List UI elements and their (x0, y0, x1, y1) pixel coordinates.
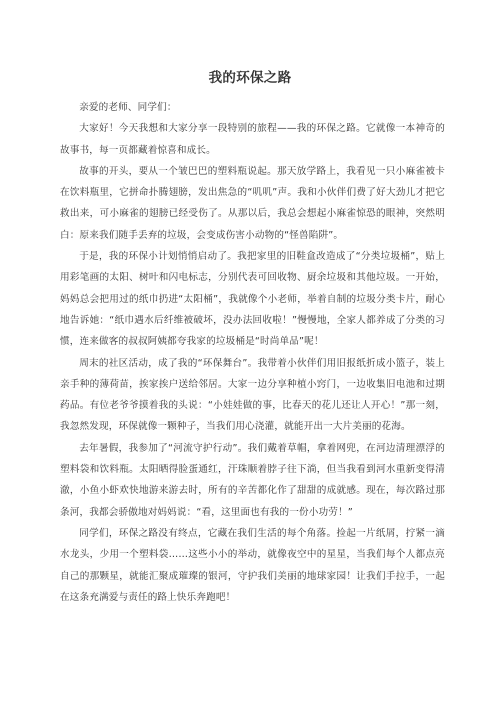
document-body (60, 97, 445, 608)
paragraph-story-start: 故事的开头，要从一个皱巴巴的塑料瓶说起。那天放学路上，我看见一只小麻雀被卡在饮料瓶里，它拼命扑腾翅膀，发出焦急的“叽叽”声。我和小伙伴们费了好大劲儿才把它救出来，可小麻雀的翅膀已经受伤了。从那以后，我总会想起小麻雀惊恐的眼神，突然明白：原来我们随手丢弃的垃圾，会变成伤害小动物的“怪兽陷阱”。 (60, 165, 445, 241)
page-title: 我的环保之路 (208, 70, 292, 86)
paragraph-river-guard: 去年暑假，我参加了“河流守护行动”。我们戴着草帽，拿着网兜，在河边清理漂浮的塑料袋和饮料瓶。太阳晒得脸蛋通红，汗珠顺着脖子往下淌，但当我看到河水重新变得清澈，小鱼小虾欢快地游来游去时，所有的辛苦都化作了甜甜的成就感。现在，每次路过那条河，我都会骄傲地对妈妈说：“看，这里面也有我的一份小功劳！” (60, 442, 445, 518)
paragraph-closing: 同学们，环保之路没有终点，它藏在我们生活的每个角落。捡起一片纸屑，拧紧一滴水龙头，少用一个塑料袋……这些小小的举动，就像夜空中的星星，当我们每个人都点亮自己的那颗星，就能汇聚成璀璨的银河，守护我们美丽的地球家园！让我们手拉手，一起在这条充满爱与责任的路上快乐奔跑吧！ (60, 527, 445, 603)
paragraph-sorting-plan: 于是，我的环保小计划悄悄启动了。我把家里的旧鞋盒改造成了“分类垃圾桶”，贴上用彩笔画的太阳、树叶和闪电标志，分别代表可回收物、厨余垃圾和其他垃圾。一开始，妈妈总会把用过的纸巾扔进“太阳桶”，我就像个小老师，举着自制的垃圾分类卡片，耐心地告诉她：“纸巾遇水后纤维被破坏，没办法回收啦！”慢慢地，全家人都养成了分类的习惯，连来做客的叔叔阿姨都夸我家的垃圾桶是“时尚单品”呢！ (60, 251, 445, 348)
paragraph-intro: 大家好！今天我想和大家分享一段特别的旅程——我的环保之路。它就像一本神奇的故事书，每一页都藏着惊喜和成长。 (60, 123, 445, 156)
greeting-line: 亲爱的老师、同学们： (79, 102, 177, 113)
paragraph-community-activity: 周末的社区活动，成了我的“环保舞台”。我带着小伙伴们用旧报纸折成小篮子，装上亲手种的薄荷苗，挨家挨户送给邻居。大家一边分享种植小窍门，一边收集旧电池和过期药品。有位老爷爷摸着我的头说：“小娃娃做的事，比春天的花儿还让人开心！”那一刻，我忽然发现，环保就像一颗种子，当我们用心浇灌，就能开出一大片美丽的花海。 (60, 357, 445, 433)
